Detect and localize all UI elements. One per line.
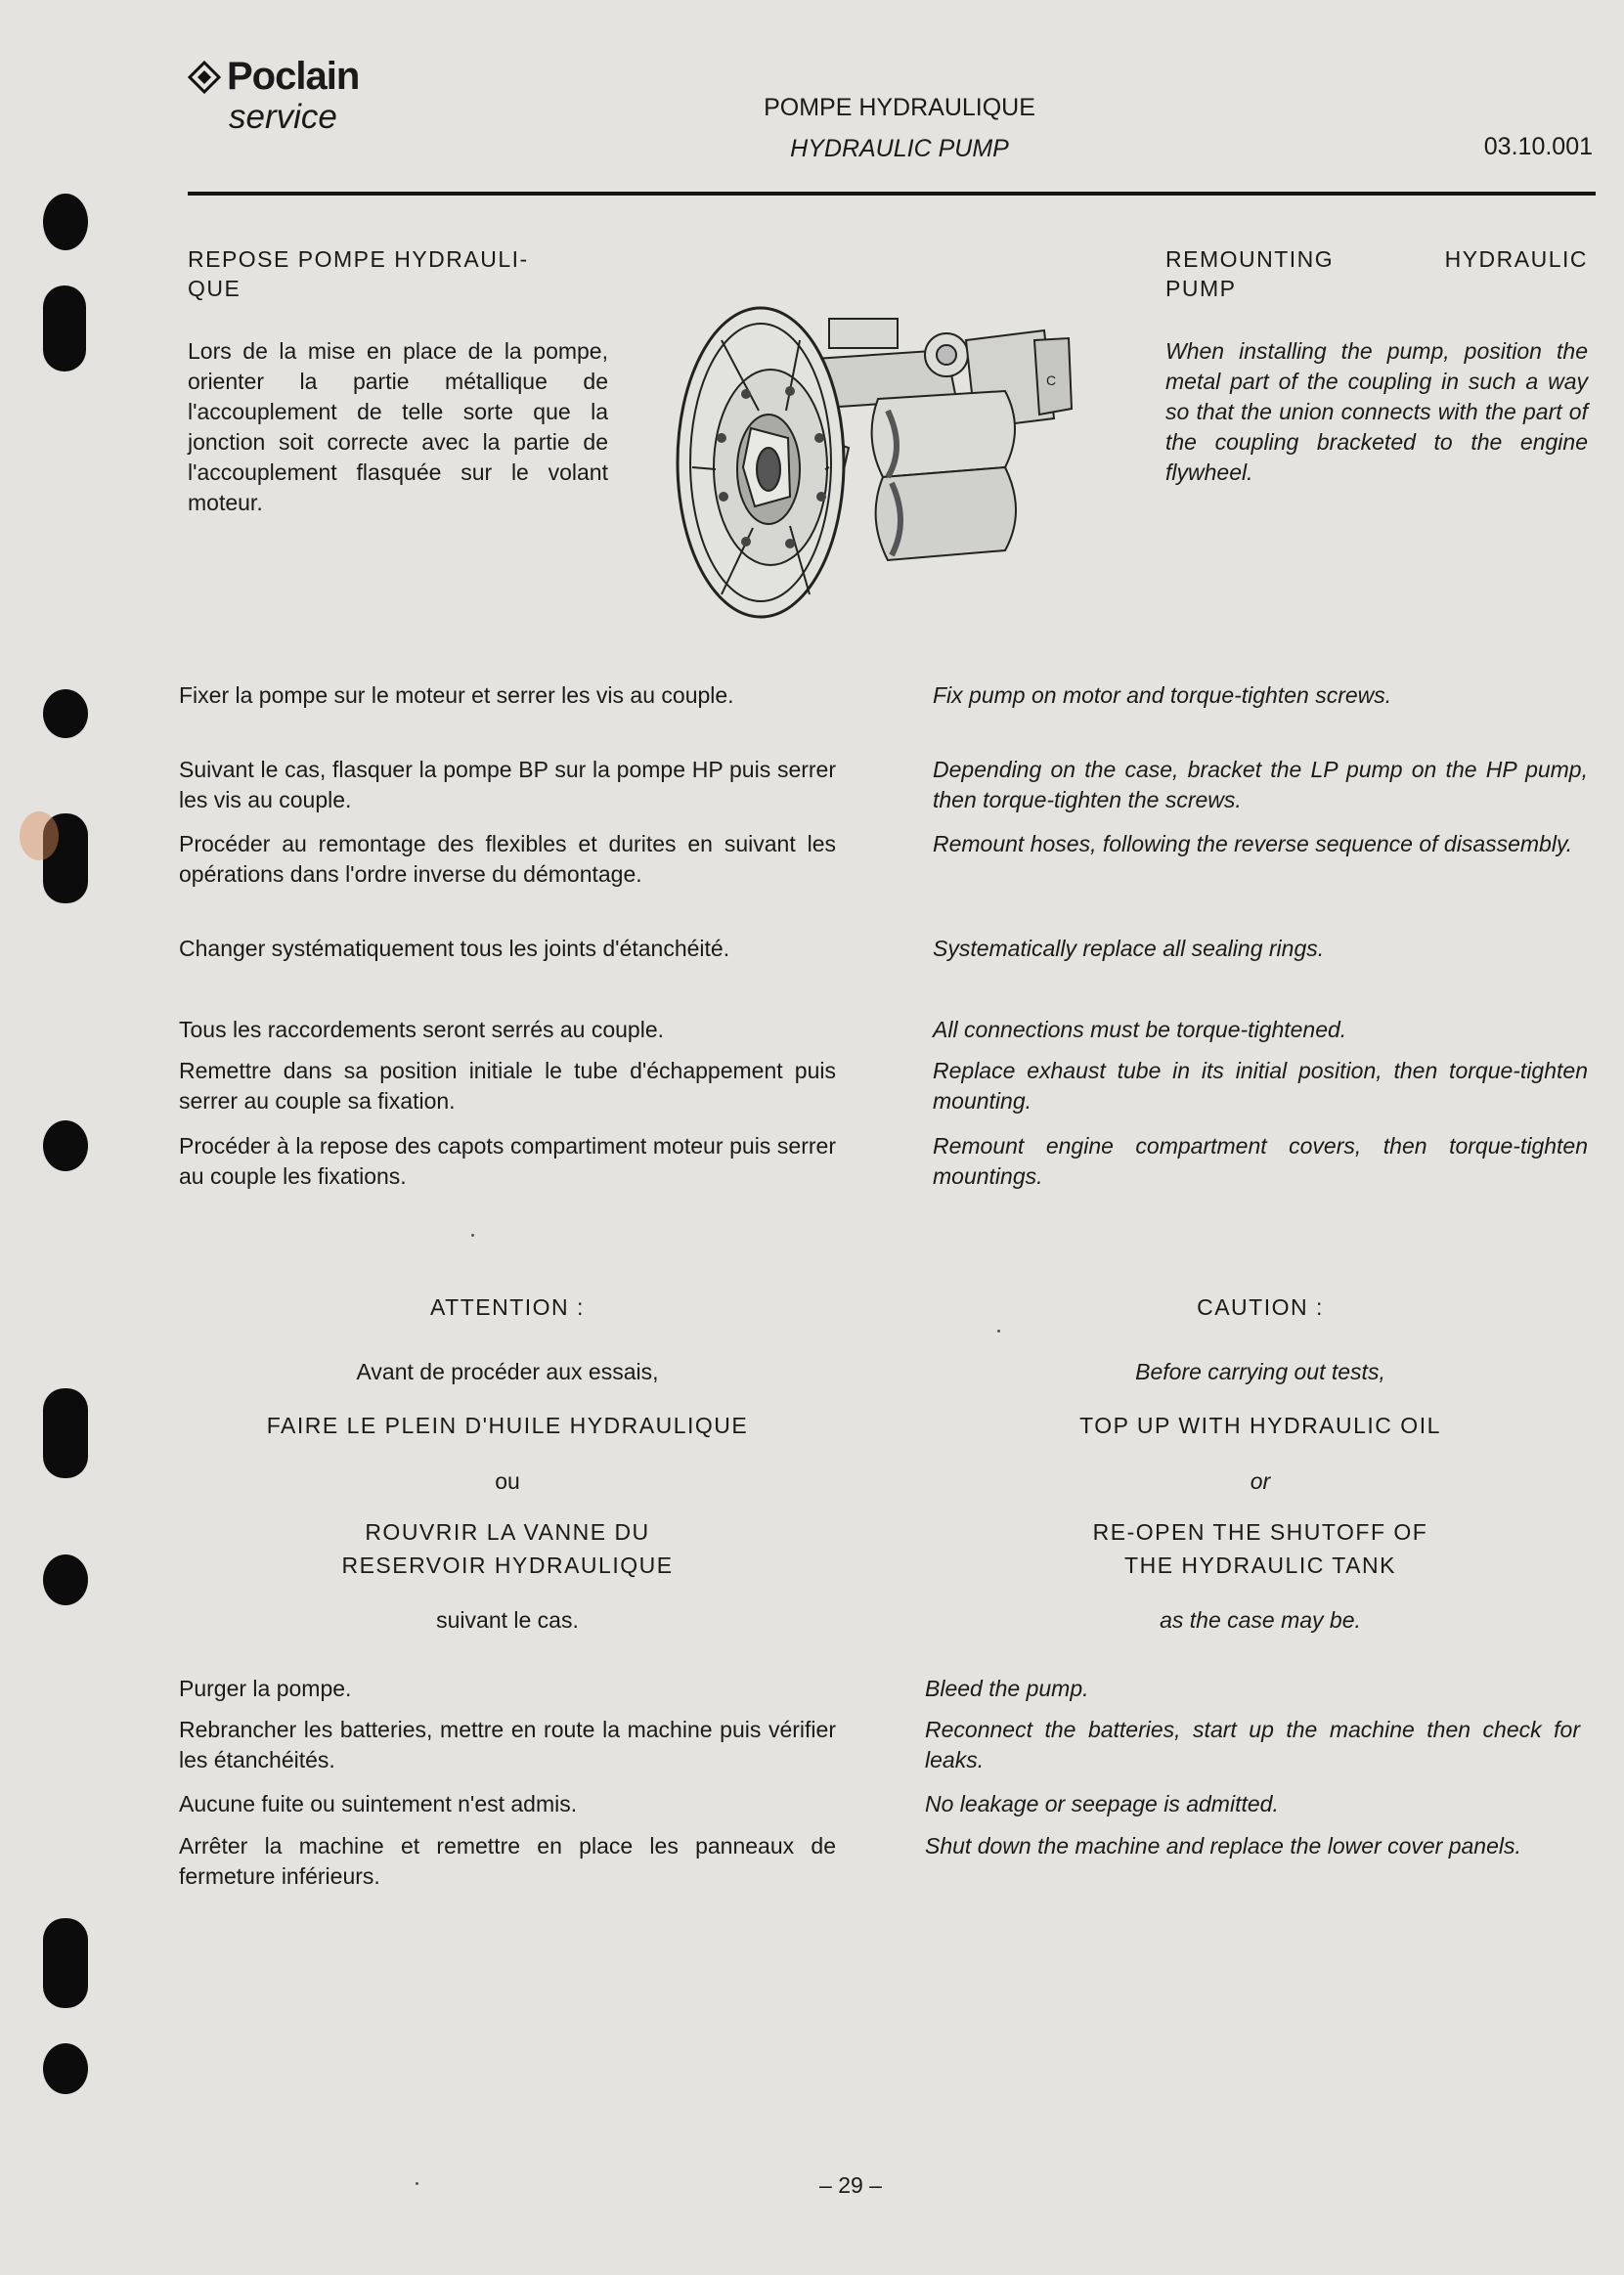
step-en-2: Depending on the case, bracket the LP pump on the HP pump, then torque-tighten the screws. (933, 757, 1588, 812)
final-fr-3: Aucune fuite ou suintement n'est admis. (179, 1791, 578, 1816)
final-fr-2: Rebrancher les batteries, mettre en route la machine puis vérifier les étanchéités. (179, 1717, 836, 1772)
document-code: 03.10.001 (1483, 133, 1593, 160)
binder-hole (43, 1120, 88, 1171)
step-fr-6: Remettre dans sa position initiale le tube d'échappement puis serrer au couple sa fixation. (179, 1058, 836, 1114)
step-fr-4: Changer systématiquement tous les joints d'étanchéité. (179, 936, 730, 961)
step-en-3: Remount hoses, following the reverse sequence of disassembly. (933, 831, 1573, 856)
attention-line5-fr: suivant le cas. (436, 1607, 579, 1633)
brand-name: Poclain (227, 55, 360, 98)
attention-line2-fr: FAIRE LE PLEIN D'HUILE HYDRAULIQUE (266, 1413, 749, 1438)
intro-heading-fr-text1: REPOSE POMPE HYDRAULI- (188, 246, 529, 272)
binder-hole (43, 1388, 88, 1478)
final-en-2: Reconnect the batteries, start up the machine then check for leaks. (925, 1717, 1580, 1772)
attention-line4a-en: RE-OPEN THE SHUTOFF OF (1092, 1519, 1428, 1545)
intro-text-en: When installing the pump, position the metal part of the coupling in such a way so that the union connects with the part of the coupling bracketed to the engine flywheel. (1165, 338, 1588, 485)
binder-hole (43, 689, 88, 738)
attention-line2-en: TOP UP WITH HYDRAULIC OIL (1079, 1413, 1441, 1438)
step-fr-1: Fixer la pompe sur le moteur et serrer les vis au couple. (179, 682, 734, 708)
header-title-en: HYDRAULIC PUMP (790, 135, 1009, 162)
header-title-fr: POMPE HYDRAULIQUE (764, 94, 1035, 121)
attention-line4a-fr: ROUVRIR LA VANNE DU (365, 1519, 650, 1545)
step-en-4: Systematically replace all sealing rings. (933, 936, 1325, 961)
intro-heading-fr-line2: QUE (188, 276, 241, 301)
hydraulic-pump-figure (653, 301, 1103, 622)
intro-heading-en-line2: PUMP (1165, 276, 1237, 301)
page-number: – 29 – (819, 2172, 882, 2198)
final-en-1: Bleed the pump. (925, 1676, 1089, 1701)
intro-heading-en (1165, 244, 1588, 303)
step-en-5: All connections must be torque-tightened. (933, 1017, 1347, 1042)
binder-hole (43, 1554, 88, 1605)
intro-heading-fr-line1 (188, 244, 618, 274)
intro-heading-en-line1: REMOUNTING HYDRAULIC (1165, 246, 1588, 272)
attention-title-en: CAUTION : (1197, 1294, 1324, 1320)
attention-line4b-en: THE HYDRAULIC TANK (1124, 1553, 1396, 1578)
step-en-7: Remount engine compartment covers, then torque-tighten mountings. (933, 1133, 1588, 1189)
final-en-4: Shut down the machine and replace the lower cover panels. (925, 1833, 1521, 1859)
final-fr-1: Purger la pompe. (179, 1676, 352, 1701)
binder-hole (43, 2043, 88, 2094)
brand-service: service (229, 98, 337, 136)
binder-hole (43, 194, 88, 250)
binder-hole (43, 1918, 88, 2008)
attention-line5-en: as the case may be. (1160, 1607, 1361, 1633)
step-fr-3: Procéder au remontage des flexibles et durites en suivant les opérations dans l'ordre inverse du démontage. (179, 831, 836, 887)
final-en-3: No leakage or seepage is admitted. (925, 1791, 1279, 1816)
intro-text-fr: Lors de la mise en place de la pompe, orienter la partie métallique de l'accouplement de telle sorte que la jonction soit correcte avec la partie de l'accouplement flasquée sur le volant moteur. (188, 338, 608, 515)
speck (471, 1234, 474, 1237)
step-fr-5: Tous les raccordements seront serrés au couple. (179, 1017, 665, 1042)
figure-label-c: C (1046, 372, 1057, 388)
speck (997, 1330, 1000, 1333)
diamond-logo-icon (188, 61, 221, 94)
stain (20, 811, 59, 860)
attention-line4b-fr: RESERVOIR HYDRAULIQUE (341, 1553, 674, 1578)
header-rule (188, 192, 1596, 196)
attention-title-fr: ATTENTION : (430, 1294, 585, 1320)
step-en-1: Fix pump on motor and torque-tighten screws. (933, 682, 1392, 708)
attention-line3-fr: ou (495, 1468, 520, 1494)
step-fr-7: Procéder à la repose des capots compartiment moteur puis serrer au couple les fixations. (179, 1133, 836, 1189)
attention-line1-fr: Avant de procéder aux essais, (356, 1359, 659, 1384)
step-fr-2: Suivant le cas, flasquer la pompe BP sur la pompe HP puis serrer les vis au couple. (179, 757, 836, 812)
attention-line1-en: Before carrying out tests, (1135, 1359, 1385, 1384)
final-fr-4: Arrêter la machine et remettre en place les panneaux de fermeture inférieurs. (179, 1833, 836, 1889)
step-en-6: Replace exhaust tube in its initial position, then torque-tighten mounting. (933, 1058, 1588, 1114)
binder-hole (43, 285, 86, 372)
speck (416, 2182, 418, 2185)
attention-line3-en: or (1250, 1468, 1271, 1494)
intro-heading-fr (188, 244, 618, 303)
